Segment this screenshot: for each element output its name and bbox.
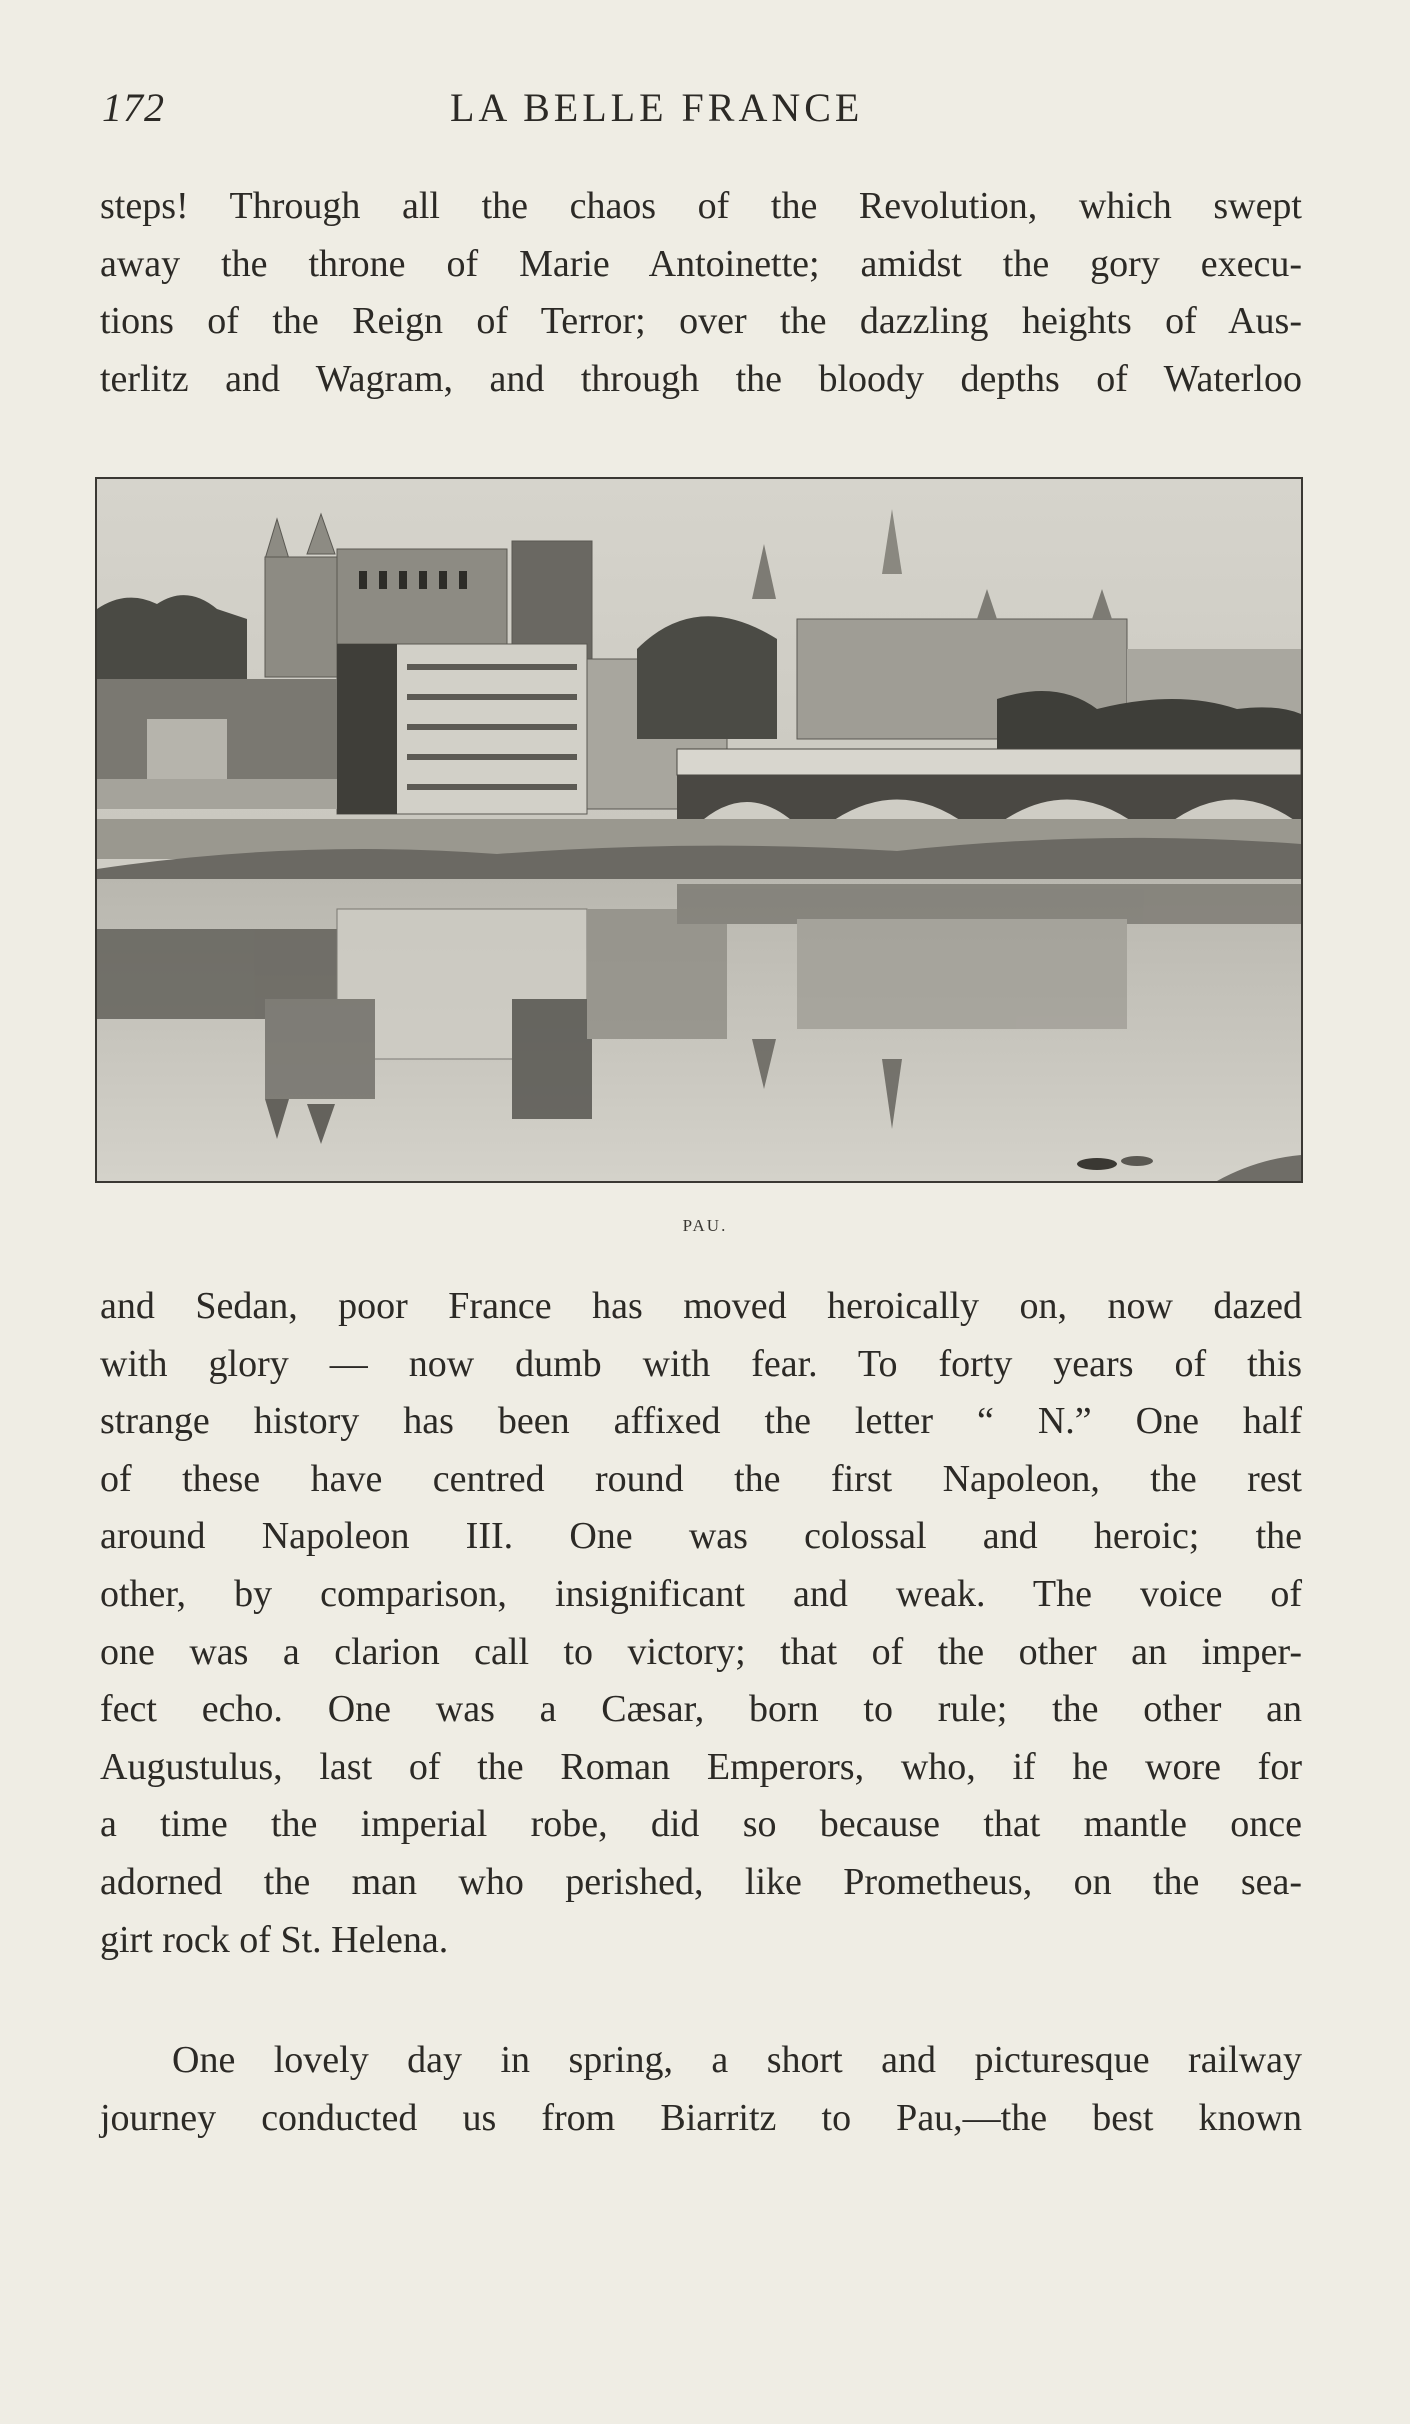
text-line: terlitz and Wagram, and through the bloody depths of Waterloo	[100, 357, 1302, 400]
text-line: Augustulus, last of the Roman Emperors, who, if he wore for	[100, 1745, 1302, 1788]
pau-photograph	[97, 479, 1301, 1181]
text-line: away the throne of Marie Antoinette; amidst the gory execu-	[100, 242, 1302, 285]
figure-caption: PAU.	[682, 1216, 728, 1235]
text-line: journey conducted us from Biarritz to Pau,—the best known	[100, 2096, 1302, 2139]
text-line: steps! Through all the chaos of the Revolution, which swept	[100, 185, 1302, 227]
text-line: adorned the man who perished, like Prometheus, on the sea-	[100, 1860, 1302, 1903]
text-line: strange history has been affixed the letter “ N.” One half	[100, 1400, 1302, 1443]
text-line: tions of the Reign of Terror; over the dazzling heights of Aus-	[100, 300, 1302, 343]
text-line: around Napoleon III. One was colossal and heroic; the	[100, 1515, 1302, 1558]
paragraph-2	[100, 1278, 1302, 1969]
text-line: and Sedan, poor France has moved heroically on, now dazed	[100, 1285, 1302, 1327]
text-line: other, by comparison, insignificant and weak. The voice of	[100, 1572, 1302, 1615]
text-line: girt rock of St. Helena.	[100, 1918, 449, 1961]
text-line: one was a clarion call to victory; that of the other an imper-	[100, 1630, 1302, 1673]
text-line: of these have centred round the first Napoleon, the rest	[100, 1457, 1302, 1500]
page-number: 172	[102, 85, 165, 130]
text-line: One lovely day in spring, a short and picturesque railway	[172, 2039, 1302, 2081]
page-header	[102, 84, 1302, 140]
paragraph-1	[100, 178, 1302, 408]
text-line: with glory — now dumb with fear. To forty years of this	[100, 1342, 1302, 1385]
text-line: a time the imperial robe, did so because that mantle once	[100, 1803, 1302, 1846]
text-line: fect echo. One was a Cæsar, born to rule; the other an	[100, 1688, 1302, 1731]
photo-plate	[95, 477, 1303, 1183]
running-head: LA BELLE FRANCE	[450, 85, 864, 130]
paragraph-3	[100, 2032, 1302, 2147]
